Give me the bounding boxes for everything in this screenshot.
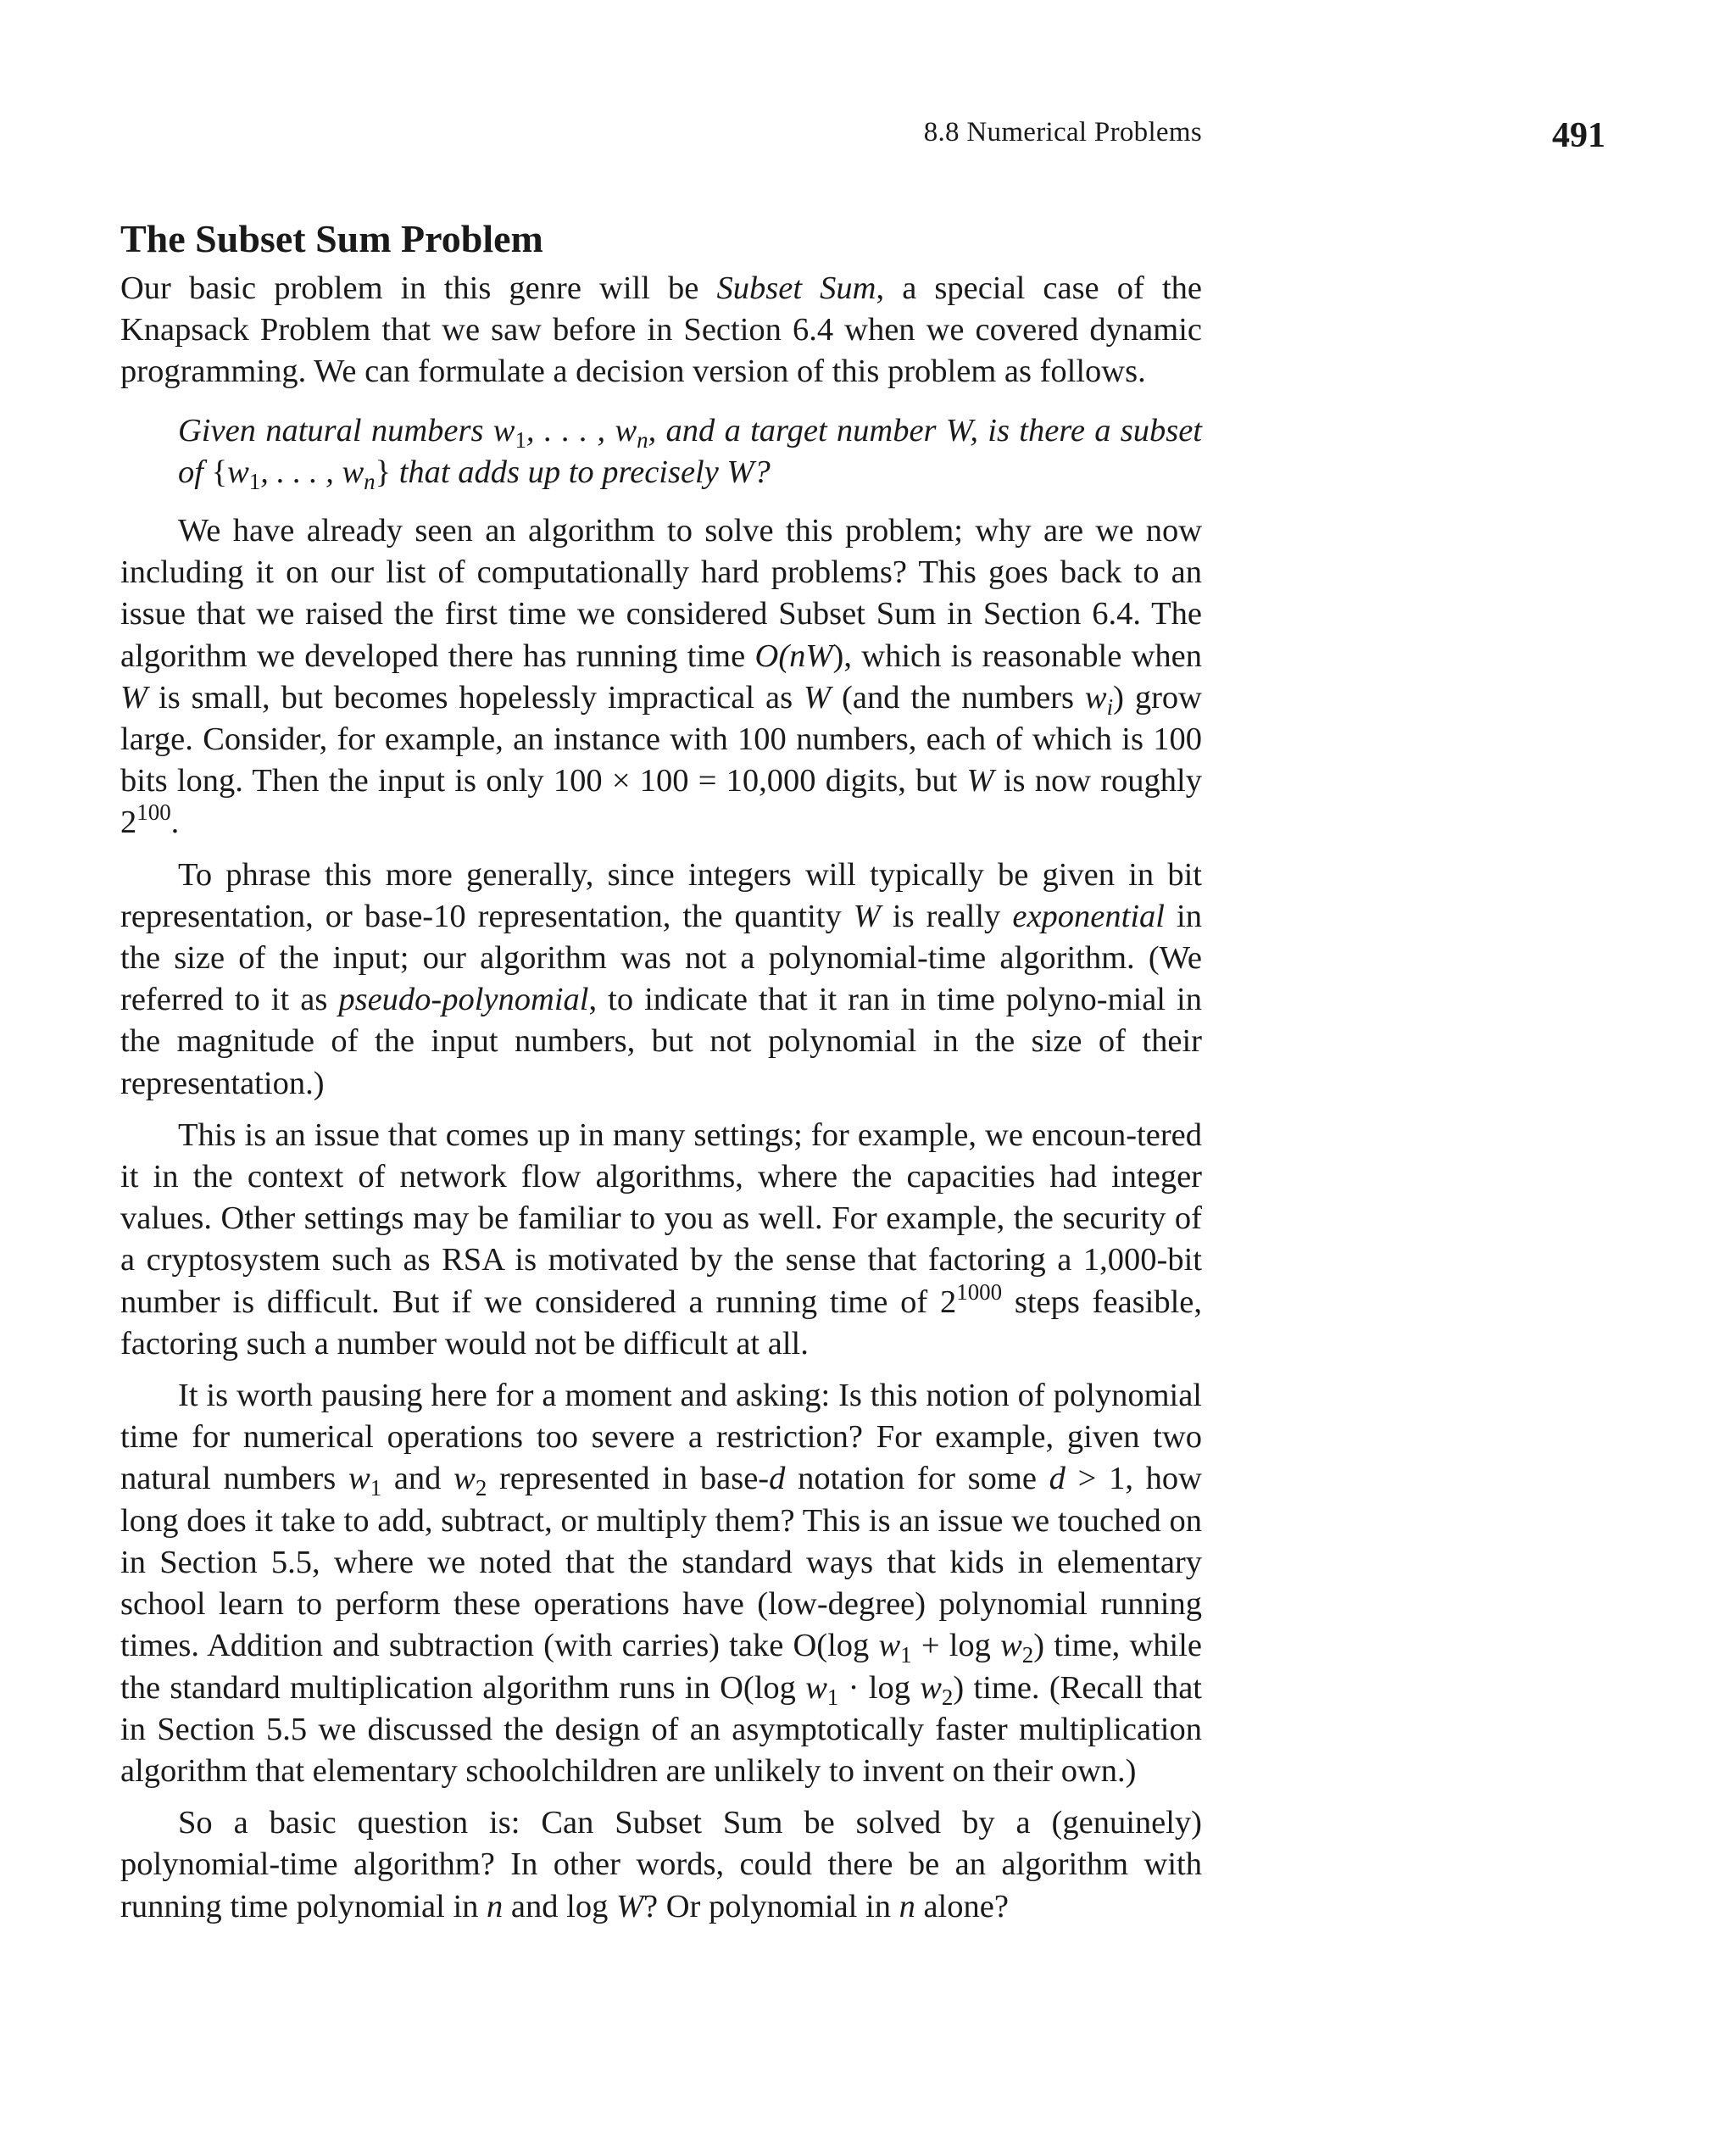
paragraph-2: We have already seen an algorithm to solve this problem; why are we now including it on our list of computationally hard problems? This goes back to an issue that we raised the first time we considered Subset Sum in Section 6.4. The algorithm we developed there has running time O(nW), which is reasonable when W is small, but becomes hopelessly impractical as W (and the numbers $w_i$) grow large. Consider, for example, an instance with 100 numbers, each of which is 100 bits long. Then the input is only 100 × 100 = 10,000 digits, but W is now roughly $2^{100}$. [120, 513, 1203, 841]
problem-statement: Given natural numbers $w_1$, . . . , $w_n$, and a target number W, is there a subset of {$w_1$, . . . , $w_n$} that adds up to precisely W? [178, 412, 1202, 494]
paragraph-3: To phrase this more generally, since integers will typically be given in bit representation, or base-10 representation, the quantity W is really exponential in the size of the input; our algorithm was not a polynomial-time algorithm. (We referred to it as pseudo-polynomial, to indicate that it ran in time polyno-mial in the magnitude of the input numbers, but not polynomial in the size of their representation.) [120, 856, 1202, 1101]
paragraph-4: This is an issue that comes up in many settings; for example, we encoun-tered it in the context of network flow algorithms, where the capacities had integer values. Other settings may be familiar to you as well. For example, the security of a cryptosystem such as RSA is motivated by the sense that factoring a 1,000-bit number is difficult. But if we considered a running time of $2^{1000}$ steps feasible, factoring such a number would not be difficult at all. [120, 1117, 1202, 1362]
running-head: 8.8 Numerical Problems [923, 117, 1202, 148]
section-title: The Subset Sum Problem [120, 217, 543, 260]
paragraph-1: Our basic problem in this genre will be Subset Sum, a special case of the Knapsack Problem that we saw before in Section 6.4 when we covered dynamic programming. We can formulate a decision version of this problem as follows. [120, 270, 1202, 390]
paragraph-5: It is worth pausing here for a moment and asking: Is this notion of polynomial time for numerical operations too severe a restriction? For example, given two natural numbers $w_1$ and $w_2$ represented in base-d notation for some d > 1, how long does it take to add, subtract, or multiply them? This is an issue we touched on in Section 5.5, where we noted that the standard ways that kids in elementary school learn to perform these operations have (low-degree) polynomial running times. Addition and subtraction (with carries) take O(log $w_1 + \log w_2$) time, while the standard multiplication algorithm runs in O(log $w_1 \cdot \log w_2$) time. (Recall that in Section 5.5 we discussed the design of an asymptotically faster multiplication algorithm that elementary schoolchildren are unlikely to invent on their own.) [120, 1378, 1202, 1789]
page-number: 491 [1552, 116, 1605, 155]
paragraph-6: So a basic question is: Can Subset Sum be solved by a (genuinely) polynomial-time algorithm? In other words, could there be an algorithm with running time polynomial in n and log W? Or polynomial in n alone? [120, 1805, 1202, 1924]
page-body [120, 214, 1202, 1938]
